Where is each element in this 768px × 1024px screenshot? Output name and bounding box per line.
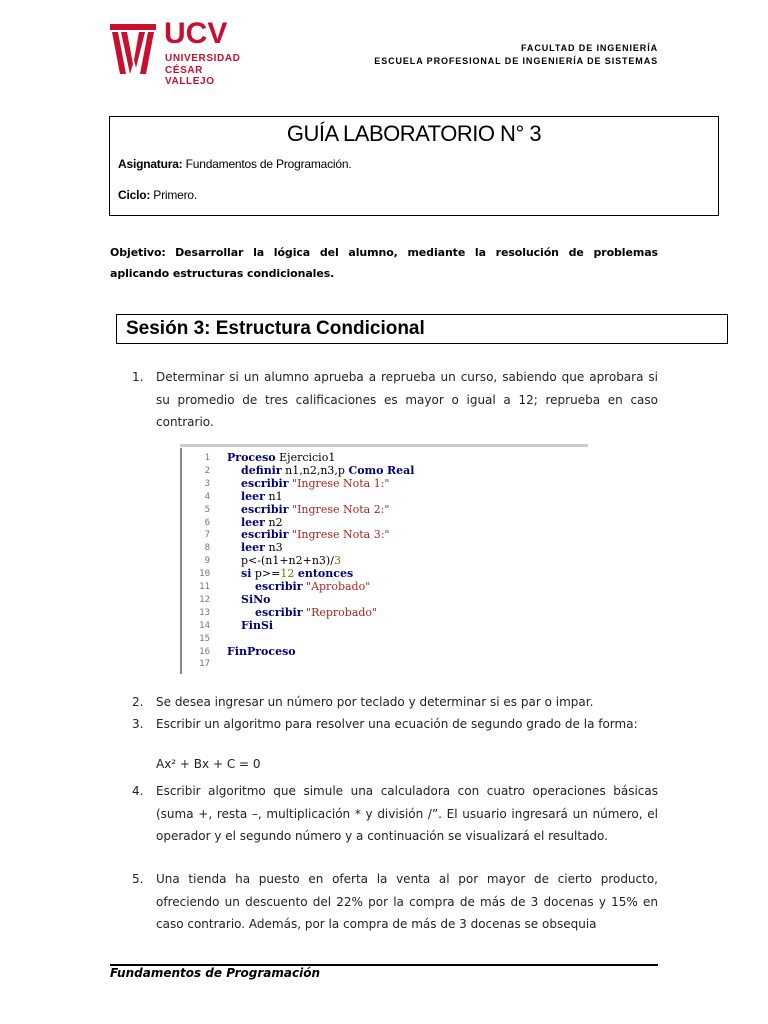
code-line: FinProceso [227,644,296,658]
logo-cesar-vallejo-text: CÉSAR VALLEJO [165,65,215,87]
guide-title: GUÍA LABORATORIO N° 3 [286,121,542,146]
exercise-text: Una tienda ha puesto en oferta la venta al por mayor de cierto producto, ofreciendo un descuento del 22% por la compra de más de 3 docenas y 15% en caso contrario. Además, por la compra de más de 3 docenas se obsequia [156,872,658,931]
code-line-number: 16 [199,646,210,657]
code-line: escribir "Ingrese Nota 1:" [241,476,390,490]
subject-value: Fundamentos de Programación. [185,157,352,171]
code-line-number: 17 [199,659,210,670]
subject-field [118,157,351,171]
logo-ucv-text: UCV [164,17,228,50]
code-line-number: 6 [204,517,210,528]
code-line: SiNo [241,592,271,606]
footer-text: Fundamentos de Programación [110,966,321,980]
exercise-text: Se desea ingresar un número por teclado y determinar si es par o impar. [156,695,594,709]
code-line-number: 14 [199,620,210,631]
faculty-heading: FACULTAD DE INGENIERÍA [521,43,658,53]
code-line: definir n1,n2,n3,p Como Real [241,463,415,477]
code-line: FinSi [241,618,274,632]
exercise-number: 3. [132,717,144,731]
exercise-number: 5. [132,872,144,886]
code-line-number: 12 [199,594,210,605]
code-line-number: 8 [204,543,210,554]
cycle-field [118,188,197,202]
exercise-text: Escribir algoritmo que simule una calculadora con cuatro operaciones básicas (suma +, resta –, multiplicación * y división /”. El usuario ingresará un número, el operador y el segundo número y a continuación se visualizará el resultado. [156,784,658,843]
session-title: Sesión 3: Estructura Condicional [126,318,425,339]
code-line-number: 9 [204,556,210,567]
code-line: Proceso Ejercicio1 [227,451,336,464]
exercise-item-3 [132,713,658,736]
code-line-number: 15 [199,633,210,644]
exercise-text: Determinar si un alumno aprueba a reprueba un curso, sabiendo que aprobara si su promedio de tres calificaciones es mayor o igual a 12; reprueba en caso contrario. [156,370,658,429]
exercise-item-5 [132,868,658,936]
code-line: escribir "Ingrese Nota 3:" [241,528,390,542]
code-line-number: 7 [204,530,210,541]
cycle-label: Ciclo: [118,188,151,202]
exercise-item-2 [132,691,658,714]
university-logo [108,17,248,87]
code-line-number: 3 [204,478,210,489]
objective-label: Objetivo: [110,246,166,259]
exercise-text: Escribir un algoritmo para resolver una ecuación de segundo grado de la forma: [156,717,638,731]
code-line: escribir "Ingrese Nota 2:" [241,502,390,516]
subject-label: Asignatura: [118,157,183,171]
pseint-code-image [180,444,588,674]
cycle-value: Primero. [153,188,198,202]
code-line: escribir "Aprobado" [254,580,371,593]
logo-university-text: UNIVERSIDAD [165,53,241,64]
ucv-logo-mark-icon [108,20,158,76]
quadratic-formula: Ax² + Bx + C = 0 [156,757,261,771]
code-line: escribir "Reprobado" [254,605,378,619]
code-line: leer n1 [241,489,283,503]
exercise-number: 1. [132,370,144,384]
code-line-number: 13 [199,607,210,618]
guide-title-box [109,116,719,216]
school-heading: ESCUELA PROFESIONAL DE INGENIERÍA DE SISTEMAS [374,56,658,66]
code-line: p<-(n1+n2+n3)/3 [227,554,341,568]
code-line-number: 5 [204,504,210,515]
code-line-number: 1 [204,453,210,463]
session-box [116,314,728,344]
code-line: leer n2 [241,515,283,529]
code-gutter-line [180,448,182,674]
objective-paragraph [110,242,658,284]
exercise-number: 4. [132,784,144,798]
code-line-number: 11 [199,582,210,592]
code-line-number: 2 [204,465,210,476]
code-line-number: 10 [199,569,210,580]
code-line: si p>=12 entonces [241,567,354,581]
exercise-item-4 [132,780,658,848]
code-line: leer n3 [241,541,283,555]
exercise-item-1 [132,366,658,434]
objective-text: Desarrollar la lógica del alumno, mediante la resolución de problemas aplicando estructuras condicionales. [110,246,658,280]
code-top-bar [180,444,588,447]
code-line-number: 4 [204,491,210,502]
exercise-number: 2. [132,695,144,709]
